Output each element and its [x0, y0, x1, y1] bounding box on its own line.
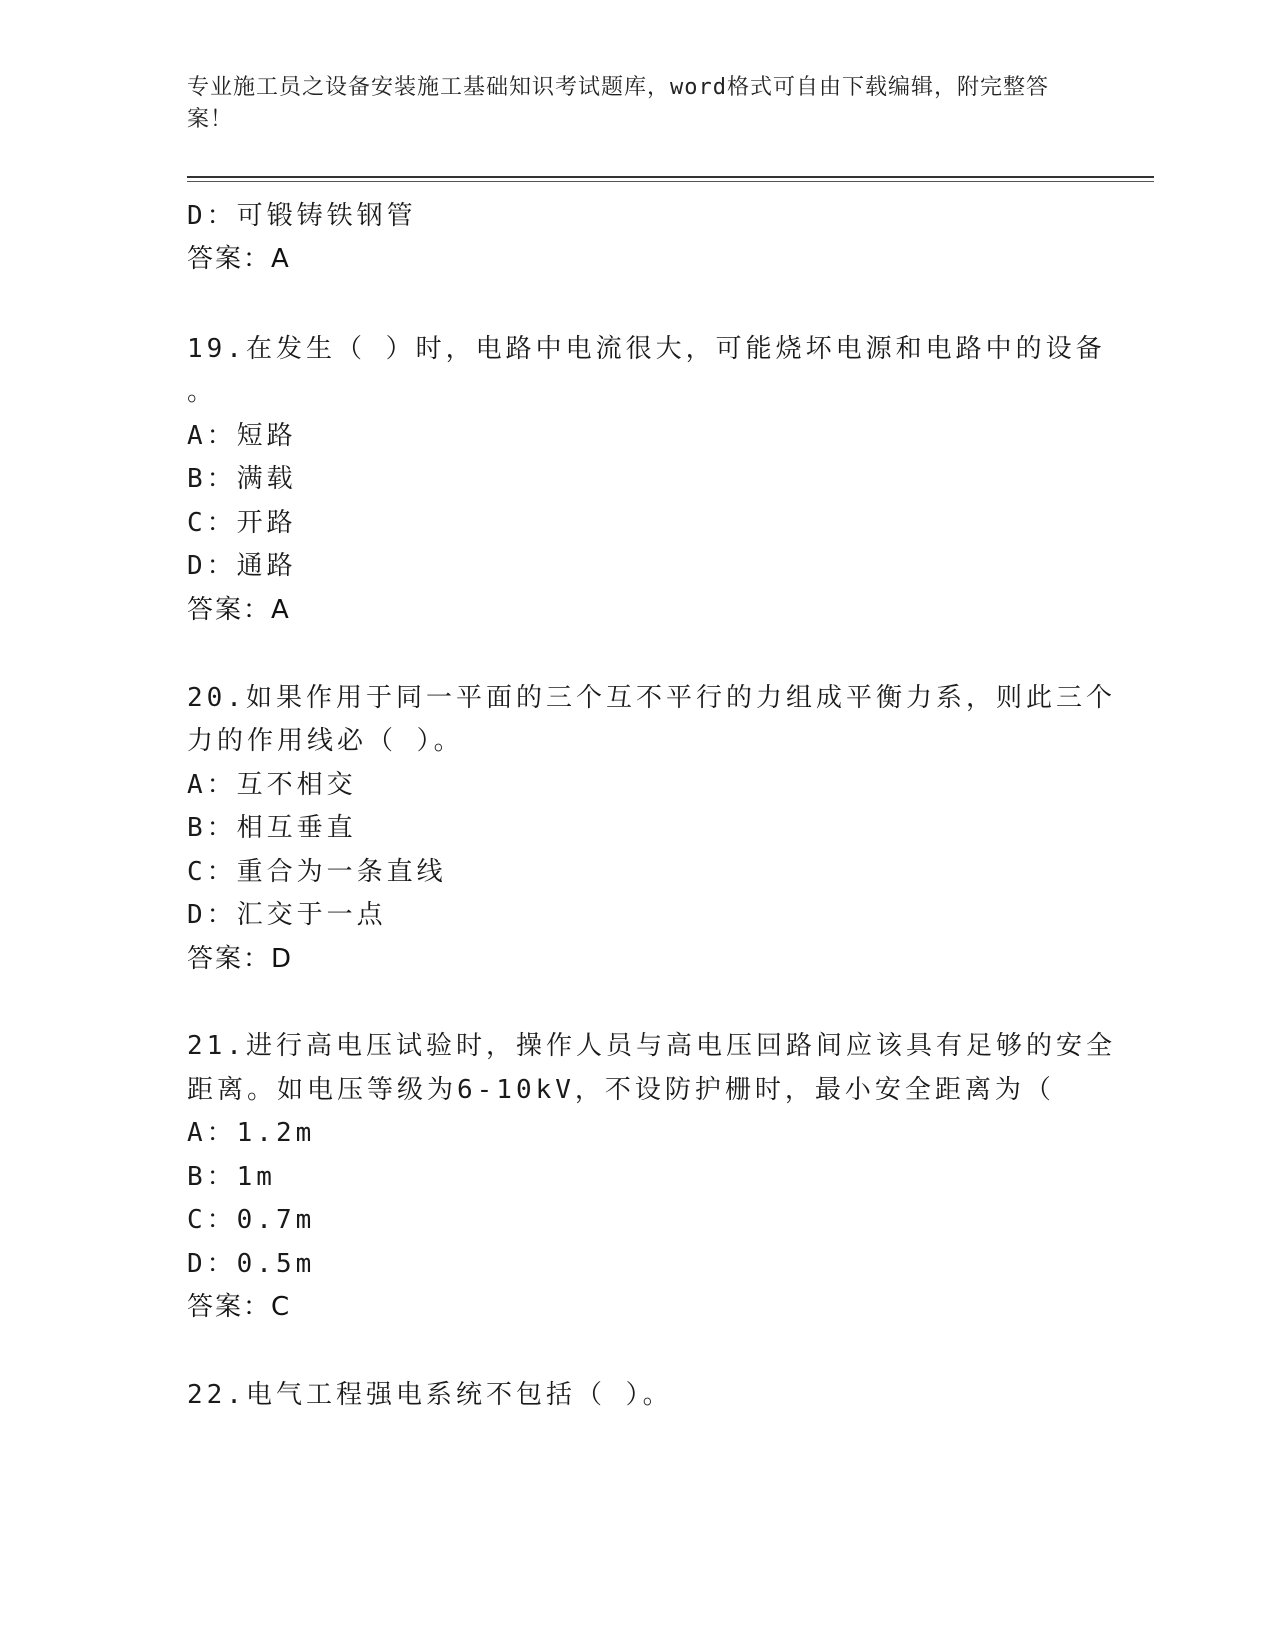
option-a: A：短路 — [187, 421, 297, 451]
option-b: B：相互垂直 — [187, 813, 357, 843]
question-21-text: 21.进行高电压试验时，操作人员与高电压回路间应该具有足够的安全 — [187, 1031, 1116, 1061]
question-20-text: 20.如果作用于同一平面的三个互不平行的力组成平衡力系，则此三个 — [187, 683, 1116, 713]
question-20-text-cont: 力的作用线必（ ）。 — [187, 726, 464, 756]
question-19-text: 19.在发生（ ）时，电路中电流很大，可能烧坏电源和电路中的设备 — [187, 334, 1106, 364]
option-c: C：开路 — [187, 508, 297, 538]
option-c: C：重合为一条直线 — [187, 857, 447, 887]
option-d: D：通路 — [187, 551, 297, 581]
header-rule-thin — [187, 181, 1154, 182]
option-a: A：互不相交 — [187, 770, 357, 800]
option-d: D：0.5m — [187, 1249, 316, 1279]
option-b: B：满载 — [187, 464, 297, 494]
page-header: 专业施工员之设备安装施工基础知识考试题库，word格式可自由下载编辑，附完整答案！ — [187, 75, 1049, 132]
option-a: A：1.2m — [187, 1118, 316, 1148]
option-c: C：0.7m — [187, 1205, 316, 1235]
option-d: D：汇交于一点 — [187, 900, 387, 930]
question-19-text-cont: 。 — [187, 377, 218, 407]
header-rule-thick — [187, 176, 1154, 178]
answer-line: 答案：A — [187, 244, 291, 274]
option-b: B：1m — [187, 1162, 276, 1192]
answer-line: 答案：D — [187, 944, 294, 974]
answer-line: 答案：A — [187, 595, 291, 625]
question-22-text: 22.电气工程强电系统不包括（ ）。 — [187, 1380, 673, 1410]
option-d: D：可锻铸铁钢管 — [187, 201, 417, 231]
question-21-text-cont: 距离。如电压等级为6-10kV，不设防护栅时，最小安全距离为（ — [187, 1075, 1055, 1105]
answer-line: 答案：C — [187, 1292, 292, 1322]
